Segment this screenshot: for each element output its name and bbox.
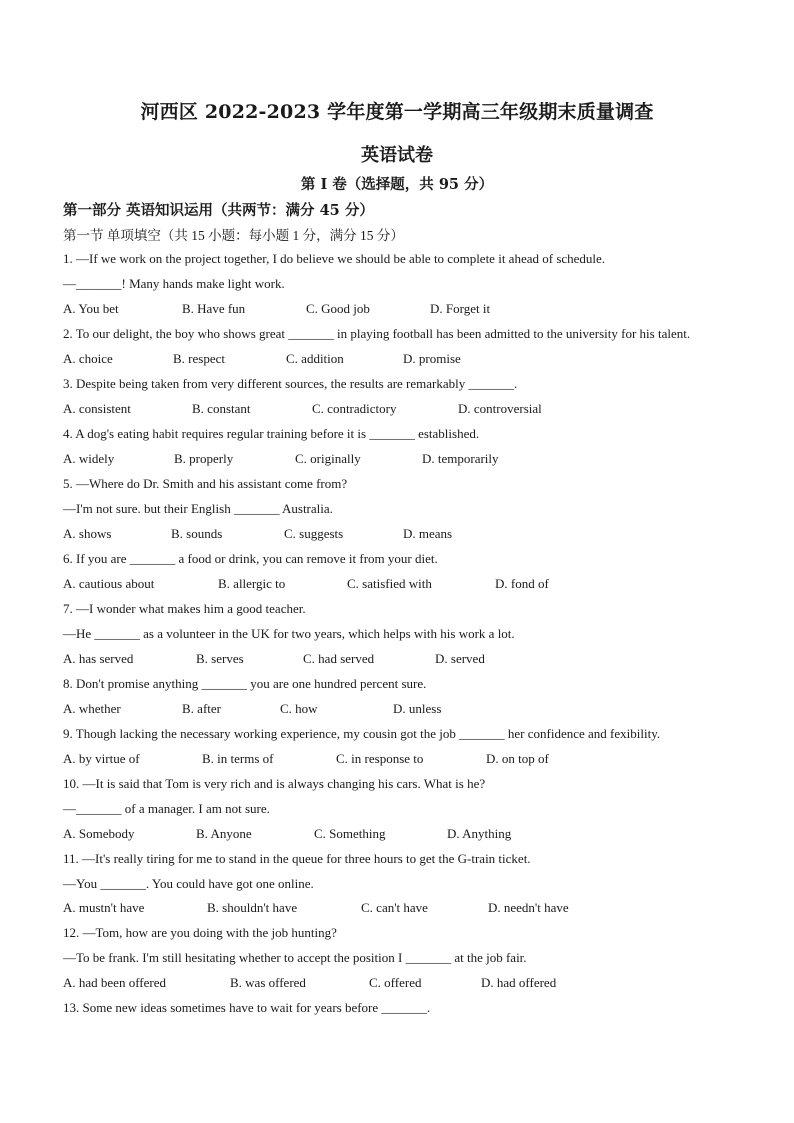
option-b: B. respect [173,351,225,366]
option-a: A. whether [63,701,121,716]
option-c: C. originally [295,451,361,466]
question-stem: 12. —Tom, how are you doing with the job hunting? [63,925,337,940]
option-a: A. by virtue of [63,751,140,766]
option-c: C. contradictory [312,401,397,416]
exam-subtitle: 英语试卷 [361,145,433,166]
option-b: B. allergic to [218,576,286,591]
question-stem: 7. —I wonder what makes him a good teacher. [63,601,306,616]
question-stem: 2. To our delight, the boy who shows great _______ in playing football has been admitted to the university for his talent. [63,326,691,341]
option-d: D. means [403,526,453,541]
option-b: B. was offered [230,975,306,990]
option-c: C. suggests [284,526,344,541]
option-b: B. shouldn't have [207,900,298,915]
option-b: B. Anyone [196,826,252,841]
option-d: D. had offered [481,975,557,990]
question-dialogue-line: —_______ of a manager. I am not sure. [63,801,270,816]
option-b: B. constant [192,401,251,416]
option-d: D. unless [393,701,442,716]
question-stem: 1. —If we work on the project together, I do believe we should be able to complete it ahead of schedule. [63,251,606,266]
question-stem: 6. If you are _______ a food or drink, you can remove it from your diet. [63,551,438,566]
question-stem: 10. —It is said that Tom is very rich and is always changing his cars. What is he? [63,776,486,791]
option-a: A. has served [63,651,134,666]
option-b: B. after [182,701,221,716]
question-dialogue-line: —I'm not sure. but their English _______ Australia. [63,501,333,516]
question-dialogue-line: —To be frank. I'm still hesitating whether to accept the position I _______ at the job fair. [63,950,527,965]
option-b: B. sounds [171,526,223,541]
question-stem: 11. —It's really tiring for me to stand in the queue for three hours to get the G-train ticket. [63,851,531,866]
option-a: A. Somebody [63,826,135,841]
question-dialogue-line: —You _______. You could have got one online. [63,876,314,891]
option-b: B. Have fun [182,301,246,316]
option-c: C. Something [314,826,386,841]
question-dialogue-line: —_______! Many hands make light work. [63,276,285,291]
option-c: C. addition [286,351,344,366]
option-c: C. satisfied with [347,576,432,591]
option-a: A. had been offered [63,975,166,990]
option-a: A. You bet [63,301,119,316]
question-stem: 5. —Where do Dr. Smith and his assistant come from? [63,476,348,491]
option-c: C. can't have [361,900,428,915]
volume-heading: 第 I 卷（选择题，共 95 分） [300,176,494,193]
question-stem: 8. Don't promise anything _______ you are one hundred percent sure. [63,676,427,691]
option-d: D. controversial [458,401,542,416]
option-c: C. in response to [336,751,424,766]
exam-title: 河西区 2022-2023 学年度第一学期高三年级期末质量调查 [140,101,654,123]
option-d: D. Anything [447,826,512,841]
option-b: B. serves [196,651,244,666]
option-c: C. had served [303,651,375,666]
option-d: D. promise [403,351,461,366]
option-b: B. in terms of [202,751,274,766]
question-stem: 9. Though lacking the necessary working experience, my cousin got the job _______ her confidence and fexibility. [63,726,661,741]
option-b: B. properly [174,451,234,466]
option-a: A. mustn't have [63,900,145,915]
option-c: C. offered [369,975,422,990]
option-d: D. served [435,651,485,666]
option-c: C. how [280,701,318,716]
option-a: A. cautious about [63,576,155,591]
option-a: A. consistent [63,401,131,416]
option-a: A. choice [63,351,113,366]
option-a: A. shows [63,526,112,541]
option-d: D. needn't have [488,900,569,915]
question-stem: 3. Despite being taken from very different sources, the results are remarkably _______. [63,376,518,391]
option-d: D. fond of [495,576,549,591]
option-d: D. temporarily [422,451,499,466]
question-stem: 4. A dog's eating habit requires regular training before it is _______ established. [63,426,480,441]
question-dialogue-line: —He _______ as a volunteer in the UK for two years, which helps with his work a lot. [63,626,515,641]
question-stem: 13. Some new ideas sometimes have to wait for years before _______. [63,1000,431,1015]
option-d: D. on top of [486,751,549,766]
option-a: A. widely [63,451,115,466]
subsection-heading: 第一节 单项填空（共 15 小题：每小题 1 分，满分 15 分） [63,228,404,243]
option-d: D. Forget it [430,301,491,316]
part-heading: 第一部分 英语知识运用（共两节：满分 45 分） [63,202,374,219]
option-c: C. Good job [306,301,370,316]
